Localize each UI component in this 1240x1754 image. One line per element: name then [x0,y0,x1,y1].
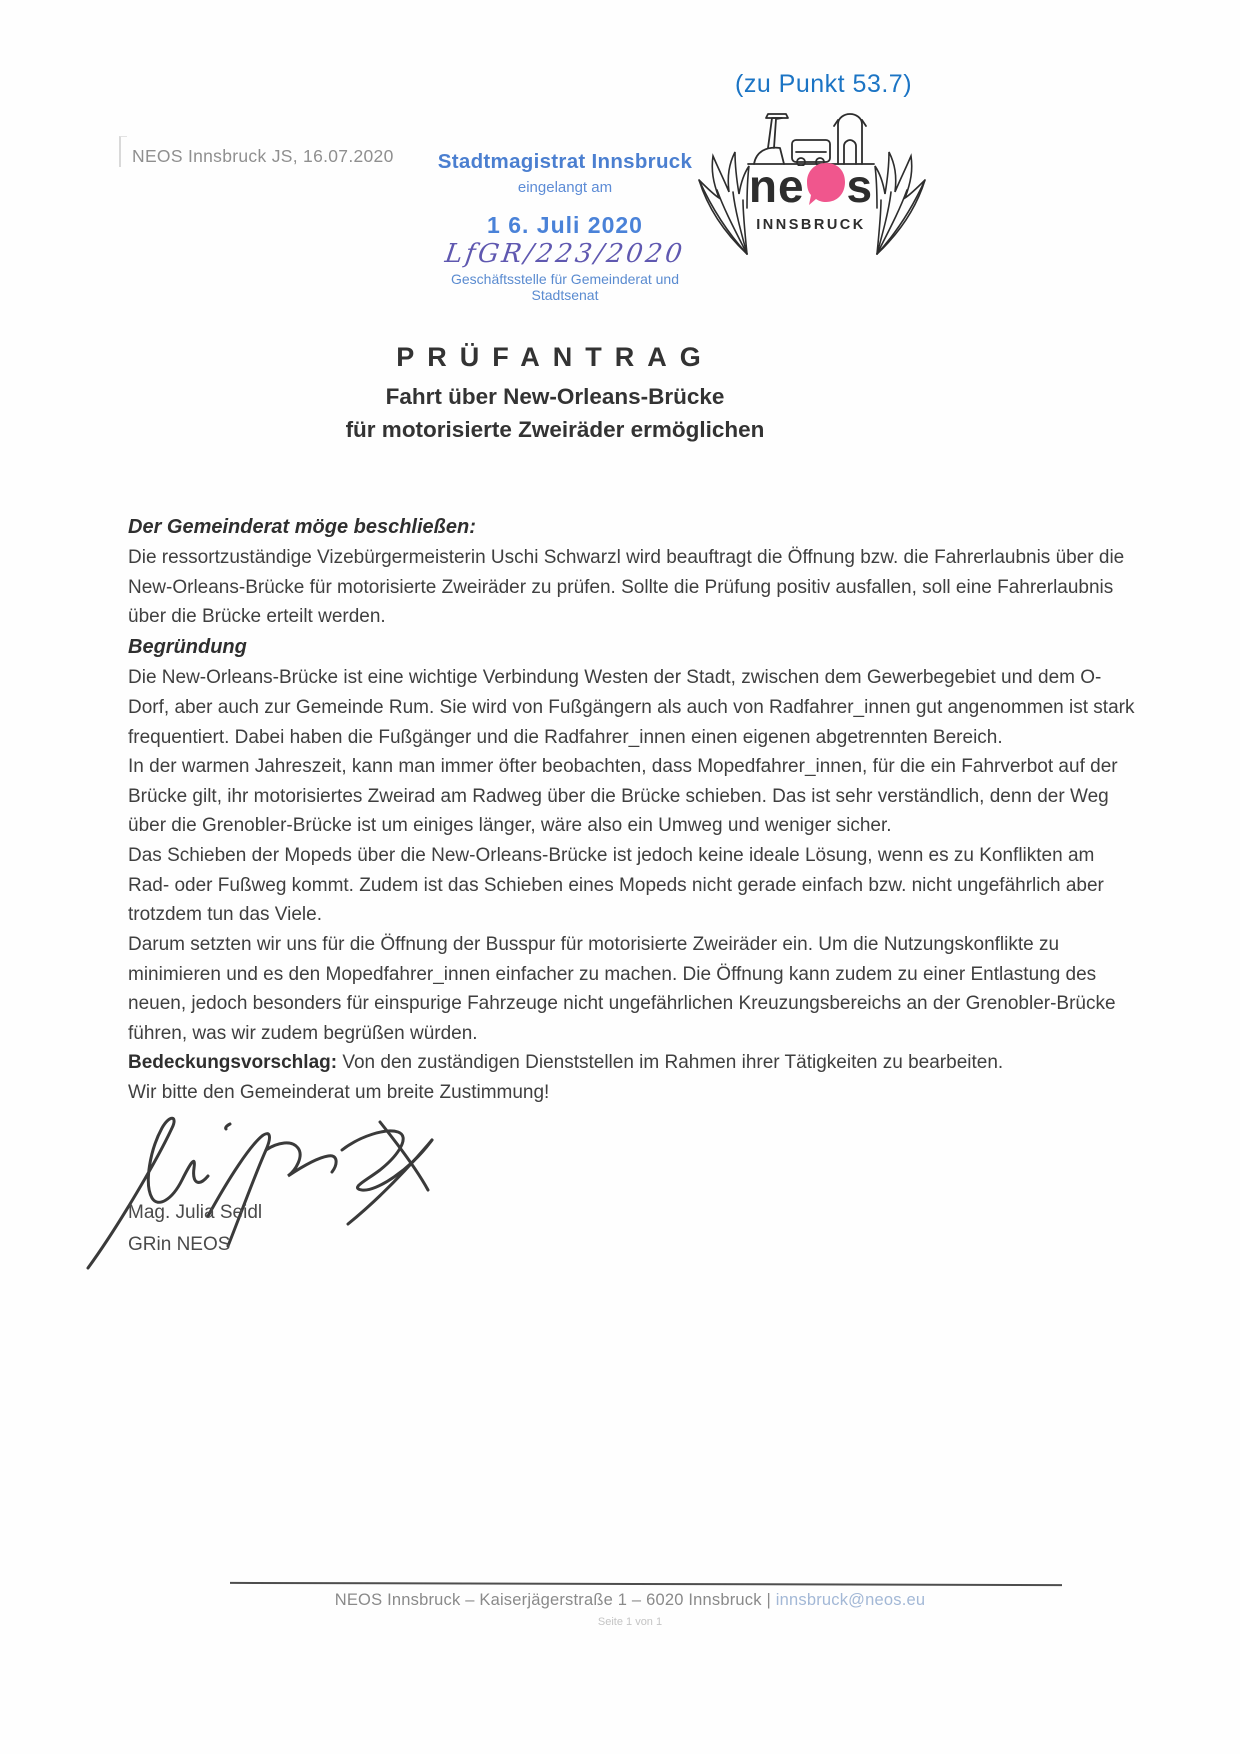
decision-paragraph: Die ressortzuständige Vizebürgermeisterin Uschi Schwarzl wird beauftragt die Öffnung bzw. die Fahrerlaubnis über die New-Orleans-Brücke für motorisierte Zweiräder zu prüfen. Sollte die Prüfung positiv ausfallen, soll eine Fahrerlaubnis über die Brücke erteilt werden. [128,547,1125,628]
neos-wordmark: ne s [748,160,874,212]
signature-block [128,1110,1140,1270]
neos-logo [693,106,929,233]
document-title [0,342,1110,446]
agenda-point-annotation: (zu Punkt 53.7) [735,70,913,98]
closing-line: Wir bitte den Gemeinderat um breite Zustimmung! [128,1082,550,1103]
left-wing-icon [689,142,751,267]
title-line-3: für motorisierte Zweiräder ermöglichen [345,416,765,442]
stamp-department: Geschäftsstelle für Gemeinderat und Stadtsenat [450,271,679,303]
signatory-name: Mag. Julia Seidl [128,1201,263,1223]
footer-address: NEOS Innsbruck – Kaiserjägerstraße 1 – 6020 Innsbruck | innsbruck@neos.eu [334,1591,926,1609]
stamp-reference-handwritten: LfGR/223/2020 [443,239,687,269]
sender-date-line: NEOS Innsbruck JS, 16.07.2020 [132,146,394,166]
skyline-icon [746,106,876,166]
justification-heading: Begründung [128,636,247,659]
document-body [128,512,1140,1270]
justification-paragraph: Das Schieben der Mopeds über die New-Orleans-Brücke ist jedoch keine ideale Lösung, wenn es zu Konflikten am Rad- oder Fußweg kommt. Zudem ist das Schieben eines Mopeds nicht gerade einfach bzw. nicht ungefährlich aber trotzdem tun das Viele. [128,845,1104,926]
stamp-date: 1 6. Juli 2020 [487,212,643,238]
title-line-1: PRÜFANTRAG [396,342,714,372]
logo-city-label: INNSBRUCK [756,217,866,233]
decision-heading: Der Gemeinderat möge beschließen: [128,516,476,538]
justification-paragraph: Die New-Orleans-Brücke ist eine wichtige Verbindung Westen der Stadt, zwischen dem Gewerbegebiet und dem O-Dorf, aber auch zur Gemeinde Rum. Sie wird von Fußgängern als auch von Radfahrer_innen gut angenommen ist stark frequentiert. Dabei haben die Fußgänger und die Radfahrer_innen einen eigenen abgetrennten Bereich. [128,667,1135,748]
signatory-role: GRin NEOS [128,1233,231,1255]
funding-label: Bedeckungsvorschlag: [128,1052,338,1074]
stamp-received-label: eingelangt am [517,179,613,196]
incoming-stamp [420,150,710,303]
funding-proposal [128,1048,1140,1078]
pink-bubble-icon [806,162,846,213]
footer-page-number: Seite 1 von 1 [597,1616,663,1628]
justification-paragraph: Darum setzten wir uns für die Öffnung der Busspur für motorisierte Zweiräder ein. Um die Nutzungskonflikte zu minimieren und es den Mopedfahrer_innen einfacher zu machen. Die Öffnung kann zudem zu einer Entlastung des neuen, jedoch besonders für einspurige Fahrzeuge nicht ungefährlichen Kreuzungsbereichs an der Grenobler-Brücke führen, was wir zudem begrüßen würden. [128,933,1116,1044]
funding-text: Von den zuständigen Dienststellen im Rahmen ihrer Tätigkeiten zu bearbeiten. [337,1052,1004,1074]
footer-divider [230,1582,1062,1586]
footer-email: innsbruck@neos.eu [775,1591,926,1609]
scan-artifact [119,136,127,167]
justification-paragraph: In der warmen Jahreszeit, kann man immer öfter beobachten, dass Mopedfahrer_innen, für die ein Fahrverbot auf der Brücke gilt, ihr motorisiertes Zweirad am Radweg über die Brücke schieben. Das ist sehr verständlich, denn der Weg über die Grenobler-Brücke ist um einiges länger, wäre also ein Umweg und weniger sicher. [128,756,1118,837]
title-line-2: Fahrt über New-Orleans-Brücke [385,384,725,409]
stamp-office: Stadtmagistrat Innsbruck [437,150,693,173]
right-wing-icon [873,142,935,267]
